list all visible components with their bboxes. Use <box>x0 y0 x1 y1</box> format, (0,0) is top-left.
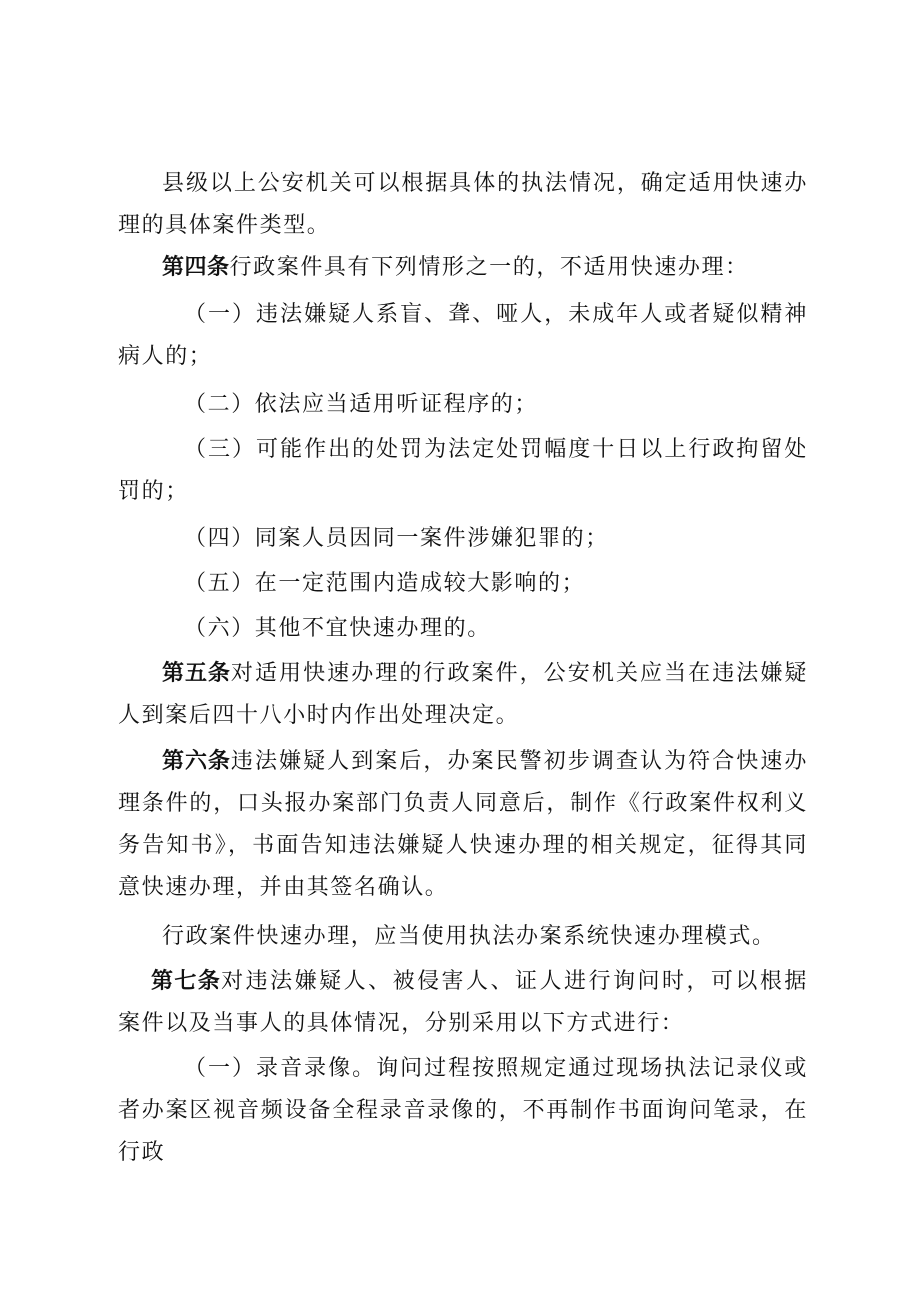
paragraph-text: 县级以上公安机关可以根据具体的执法情况，确定适用快速办理的具体案件类型。 <box>118 171 808 238</box>
article-5 <box>118 653 808 737</box>
article-4-item-6 <box>118 608 808 650</box>
article-number: 第五条 <box>162 661 231 686</box>
paragraph-text: （一）录音录像。询问过程按照规定通过现场执法记录仪或者办案区视音频设备全程录音录像的，不再制作书面询问笔录，在行政 <box>118 1056 808 1165</box>
article-4-item-1 <box>118 294 808 378</box>
paragraph-county-level-authority <box>118 163 808 247</box>
article-7 <box>118 961 808 1045</box>
paragraph-text: （六）其他不宜快速办理的。 <box>184 616 491 641</box>
paragraph-text: （五）在一定范围内造成较大影响的； <box>184 571 586 596</box>
article-4-item-3 <box>118 429 808 513</box>
paragraph-text: 对违法嫌疑人、被侵害人、证人进行询问时，可以根据案件以及当事人的具体情况，分别采用以下方式进行： <box>118 969 808 1036</box>
article-6 <box>118 741 808 909</box>
article-number: 第四条 <box>162 255 230 280</box>
article-7-item-1 <box>118 1048 808 1174</box>
paragraph-text: （一）违法嫌疑人系盲、聋、哑人，未成年人或者疑似精神病人的； <box>118 302 808 369</box>
paragraph-text: （三）可能作出的处罚为法定处罚幅度十日以上行政拘留处罚的； <box>118 437 808 504</box>
paragraph-text: 违法嫌疑人到案后，办案民警初步调查认为符合快速办理条件的，口头报办案部门负责人同意后，制作《行政案件权利义务告知书》，书面告知违法嫌疑人快速办理的相关规定，征得其同意快速办理，并由其签名确认。 <box>118 749 808 900</box>
article-number: 第七条 <box>151 969 222 994</box>
paragraph-text: （四）同案人员因同一案件涉嫌犯罪的； <box>184 526 609 551</box>
article-4 <box>118 247 808 289</box>
article-4-item-4 <box>118 518 808 560</box>
paragraph-text: （二）依法应当适用听证程序的； <box>184 392 539 417</box>
paragraph-text: 对适用快速办理的行政案件，公安机关应当在违法嫌疑人到案后四十八小时内作出处理决定。 <box>118 661 808 728</box>
paragraph-text: 行政案件具有下列情形之一的，不适用快速办理： <box>229 255 749 280</box>
article-4-item-2 <box>118 384 808 426</box>
article-4-item-5 <box>118 563 808 605</box>
article-number: 第六条 <box>162 749 231 774</box>
paragraph-text: 行政案件快速办理，应当使用执法办案系统快速办理模式。 <box>162 924 776 949</box>
paragraph-fast-mode <box>118 916 808 958</box>
